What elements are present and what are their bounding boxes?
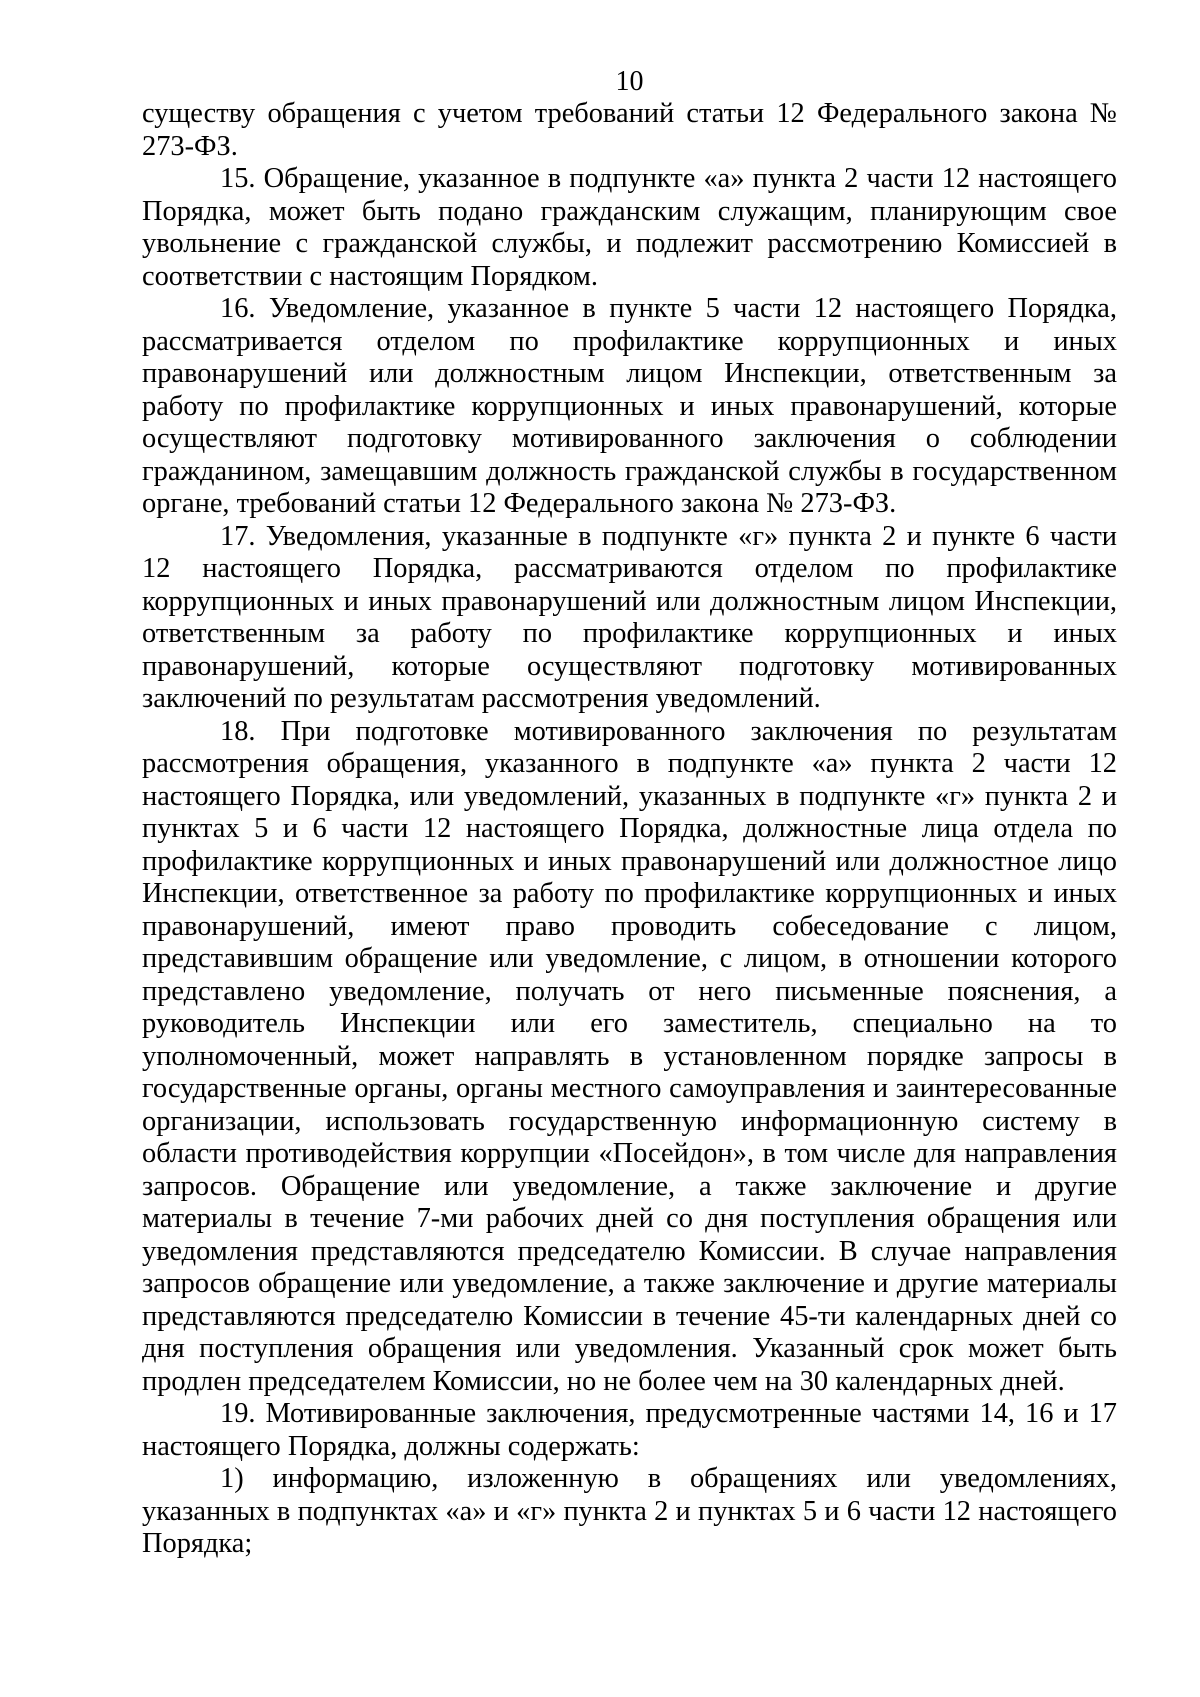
paragraph-item-17: 17. Уведомления, указанные в подпункте «г» пункта 2 и пункте 6 части 12 настоящего Порядка, рассматриваются отделом по профилактике коррупционных и иных правонарушений или должностным лицом Инспекции, ответственным за работу по профилактике коррупционных и иных правонарушений, которые осуществляют подготовку мотивированных заключений по результатам рассмотрения уведомлений.: [142, 520, 1117, 714]
document-body: [142, 66, 1117, 1561]
paragraph-item-15: 15. Обращение, указанное в подпункте «а» пункта 2 части 12 настоящего Порядка, может быть подано гражданским служащим, планирующим свое увольнение с гражданской службы, и подлежит рассмотрению Комиссией в соответствии с настоящим Порядком.: [142, 163, 1117, 292]
page-number: 10: [615, 66, 644, 97]
paragraph-subitem-1: 1) информацию, изложенную в обращениях или уведомлениях, указанных в подпунктах «а» и «г» пункта 2 и пунктах 5 и 6 части 12 настоящего Порядка;: [142, 1463, 1117, 1559]
paragraph-continuation: существу обращения с учетом требований статьи 12 Федерального закона № 273-ФЗ.: [142, 98, 1117, 162]
paragraph-item-16: 16. Уведомление, указанное в пункте 5 части 12 настоящего Порядка, рассматривается отделом по профилактике коррупционных и иных правонарушений или должностным лицом Инспекции, ответственным за работу по профилактике коррупционных и иных правонарушений, которые осуществляют подготовку мотивированного заключения о соблюдении гражданином, замещавшим должность гражданской службы в государственном органе, требований статьи 12 Федерального закона № 273-ФЗ.: [142, 293, 1117, 519]
paragraph-item-19: 19. Мотивированные заключения, предусмотренные частями 14, 16 и 17 настоящего Порядка, должны содержать:: [142, 1398, 1117, 1462]
paragraph-item-18: 18. При подготовке мотивированного заключения по результатам рассмотрения обращения, указанного в подпункте «а» пункта 2 части 12 настоящего Порядка, или уведомлений, указанных в подпункте «г» пункта 2 и пунктах 5 и 6 части 12 настоящего Порядка, должностные лица отдела по профилактике коррупционных и иных правонарушений или должностное лицо Инспекции, ответственное за работу по профилактике коррупционных и иных правонарушений, имеют право проводить собеседование с лицом, представившим обращение или уведомление, с лицом, в отношении которого представлено уведомление, получать от него письменные пояснения, а руководитель Инспекции или его заместитель, специально на то уполномоченный, может направлять в установленном порядке запросы в государственные органы, органы местного самоуправления и заинтересованные организации, использовать государственную информационную систему в области противодействия коррупции «Посейдон», в том числе для направления запросов. Обращение или уведомление, а также заключение и другие материалы в течение 7-ми рабочих дней со дня поступления обращения или уведомления представляются председателю Комиссии. В случае направления запросов обращение или уведомление, а также заключение и другие материалы представляются председателю Комиссии в течение 45-ти календарных дней со дня поступления обращения или уведомления. Указанный срок может быть продлен председателем Комиссии, но не более чем на 30 календарных дней.: [142, 715, 1117, 1397]
